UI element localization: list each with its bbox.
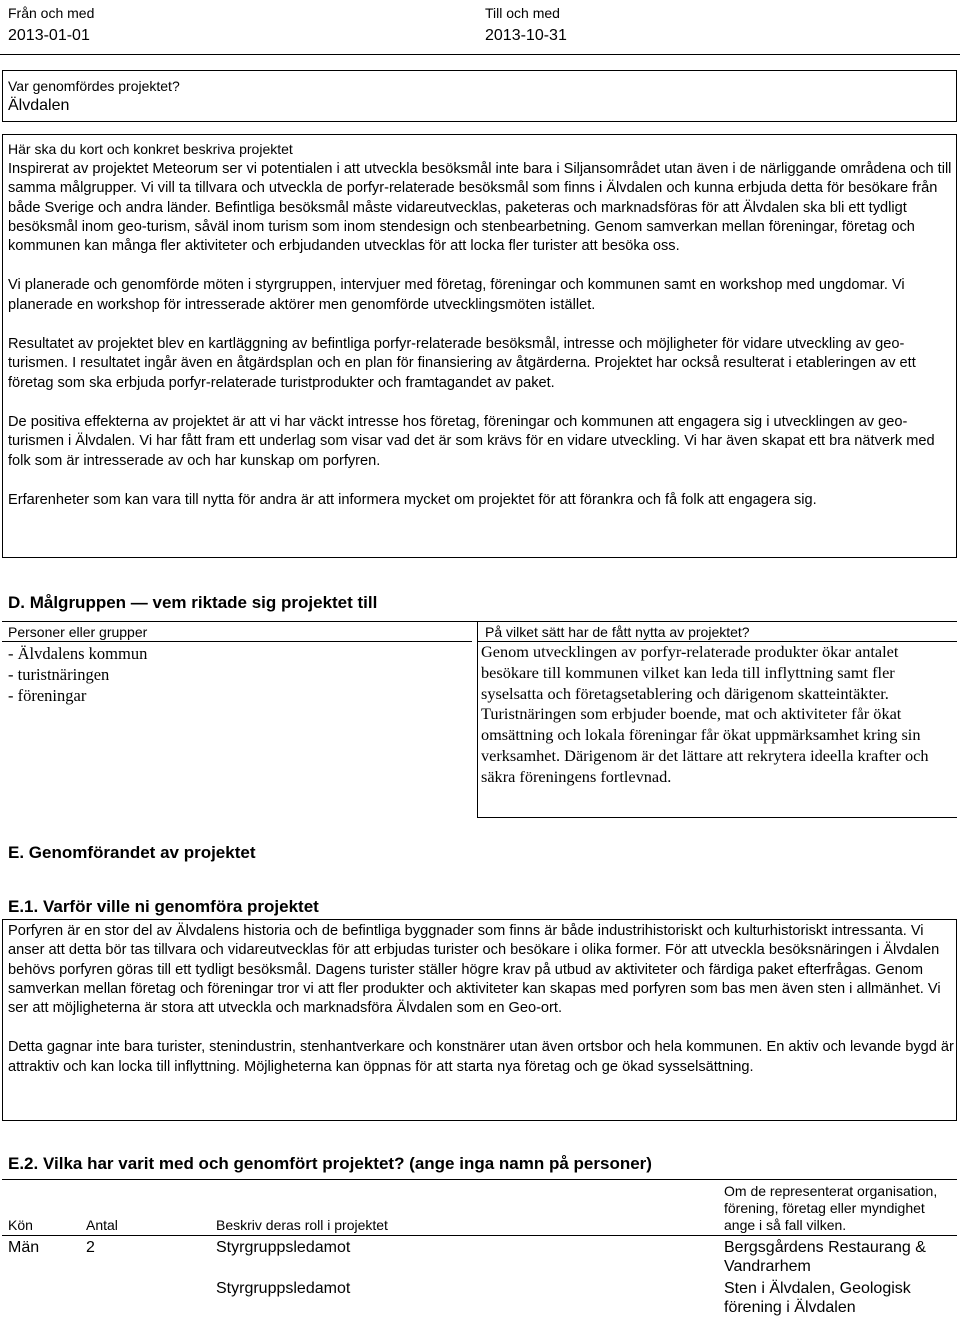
- to-date-value: 2013-10-31: [485, 27, 567, 44]
- row-organisation: Sten i Älvdalen, Geologisk förening i Älvdalen: [724, 1280, 911, 1316]
- motivation-text: [8, 922, 954, 1077]
- description-paragraph: Erfarenheter som kan vara till nytta för andra är att informera mycket om projektet för att förankra och få folk att engagera sig.: [8, 491, 817, 508]
- benefit-text: Genom utvecklingen av porfyr-relaterade produkter ökar antalet besökare till kommunen vilket kan leda till inflyttning samt fler syselsatta och företagsetablering och därigenom skatteintäkter. Turistnäringen som erbjuder boende, mat och aktiviteter får ökat omsättning och lokala föreningar får ökat uppmärksamhet kring sin verksamhet. Därigenom är det lättare att rekrytera ideella krafter och säkra föreningens fortlevnad.: [481, 642, 929, 786]
- row-role: Styrgruppsledamot: [216, 1239, 351, 1256]
- target-group-item: - föreningar: [8, 686, 87, 705]
- to-date-label: Till och med: [485, 5, 560, 21]
- from-date-value: 2013-01-01: [8, 27, 90, 44]
- col-header-role: Beskriv deras roll i projektet: [216, 1217, 388, 1233]
- participants-table-top-line: [2, 1179, 957, 1180]
- location-label: Var genomfördes projektet?: [8, 78, 180, 94]
- section-d-heading: D. Målgruppen — vem riktade sig projektet till: [8, 593, 378, 612]
- section-e-heading: E. Genomförandet av projektet: [8, 843, 256, 862]
- row-count: 2: [86, 1239, 95, 1256]
- target-table-top-line: [2, 621, 957, 622]
- description-paragraph: Resultatet av projektet blev en kartläggning av befintliga porfyr-relaterade besöksmål, intresse och möjligheter för vidare utveckling av geo-turismen. I resultatet ingår även en åtgärdsplan och en plan för finansiering av åtgärderna. Projektet har också resulterat i etableringen av ett företag som ska erbjuda porfyr-relaterade turistprodukter och framtagandet av paket.: [8, 336, 916, 391]
- from-date-label: Från och med: [8, 5, 95, 21]
- col-header-count: Antal: [86, 1217, 118, 1233]
- motivation-paragraph: Porfyren är en stor del av Älvdalens historia och de befintliga byggnader som finns är både industrihistoriskt och kulturhistoriskt intressanta. Vi anser att detta bör tas tillvara och vidareutvecklas för att erbjudas turister och besökare i olika former. För att utveckla besöksnäringen i Älvdalen behövs porfyren göras till ett tydligt besöksmål. Dagens turister ställer högre krav på utbud av aktiviteter och färdiga paket efterfrågas. Genom samverkan mellan företag och föreningar tror vi att fler produkter och aktiviteter kan skapas med porfyren som bas men även sten i allmänhet. Vi ser att möjligheterna är stora att utveckla och marknadsföra Älvdalen som en Geo-ort.: [8, 923, 941, 1017]
- row-organisation: Bergsgårdens Restaurang & Vandrarhem: [724, 1239, 926, 1275]
- target-groups-underline: [2, 641, 472, 642]
- target-group-item: - Älvdalens kommun: [8, 644, 148, 663]
- description-paragraph: Inspirerat av projektet Meteorum ser vi potentialen i att utveckla besöksmål inte bara i Siljansområdet utan även i de närliggande områdena och till samma målgrupper. Vi vill ta tillvara och utveckla de porfyr-relaterade besöksmål som finns i Älvdalen och kunna erbjuda detta för besökare från både Sverige och andra länder. Befintliga besöksmål måste vidareutvecklas, paketeras och marknadsföras för att Älvdalen ska bli ett tydligt besöksmål inom geo-turism, såväl inom turism som inom stendesign och stenbearbetning. Genom samverkan mellan föreningar, företag och kommunen kan många fler aktiviteter och erbjudanden utvecklas för att locka fler turister att besöka oss.: [8, 161, 952, 255]
- col-header-gender: Kön: [8, 1217, 33, 1233]
- participants-header-line: [2, 1235, 957, 1236]
- target-table-divider: [477, 621, 478, 818]
- motivation-paragraph: Detta gagnar inte bara turister, stenindustrin, stenhantverkare och konstnärer utan även ortsbor och hela kommunen. En aktiv och levande bygd är attraktiv och kan locka till inflyttning. Möjligheterna kan öppnas för att starta nya företag och ge ökad sysselsättning.: [8, 1039, 954, 1075]
- section-e2-heading: E.2. Vilka har varit med och genomfört projektet? (ange inga namn på personer): [8, 1154, 652, 1173]
- col-header-organisation: Om de representerat organisation, förening, företag eller myndighet ange i så fall vilken.: [724, 1183, 938, 1233]
- project-description-text: [8, 160, 954, 510]
- benefit-label: På vilket sätt har de fått nytta av projektet?: [485, 624, 750, 640]
- section-e1-heading: E.1. Varför ville ni genomföra projektet: [8, 897, 319, 916]
- description-paragraph: De positiva effekterna av projektet är att vi har väckt intresse hos företag, föreningar och kommunen att engagera sig i utvecklingen av geo-turismen i Älvdalen. Vi har fått fram ett underlag som visar vad det är som krävs för en vidare utveckling. Vi har även skapat ett bra nätverk med folk som är intresserade av och har kunskap om porfyren.: [8, 413, 935, 469]
- target-groups-list: [8, 643, 147, 706]
- description-paragraph: Vi planerade och genomförde möten i styrgruppen, intervjuer med företag, föreningar och kommunen samt en workshop med ungdomar. Vi planerade en workshop för intresserade aktörer men genomförde utvecklingsmöten istället.: [8, 277, 905, 313]
- row-role: Styrgruppsledamot: [216, 1280, 351, 1297]
- location-value: Älvdalen: [8, 97, 70, 114]
- target-groups-label: Personer eller grupper: [8, 624, 148, 640]
- project-description-label: Här ska du kort och konkret beskriva projektet: [8, 141, 293, 157]
- row-gender: Män: [8, 1239, 40, 1256]
- target-group-item: - turistnäringen: [8, 665, 110, 684]
- target-table-bottom-line: [477, 817, 957, 818]
- date-range-box: [0, 0, 960, 55]
